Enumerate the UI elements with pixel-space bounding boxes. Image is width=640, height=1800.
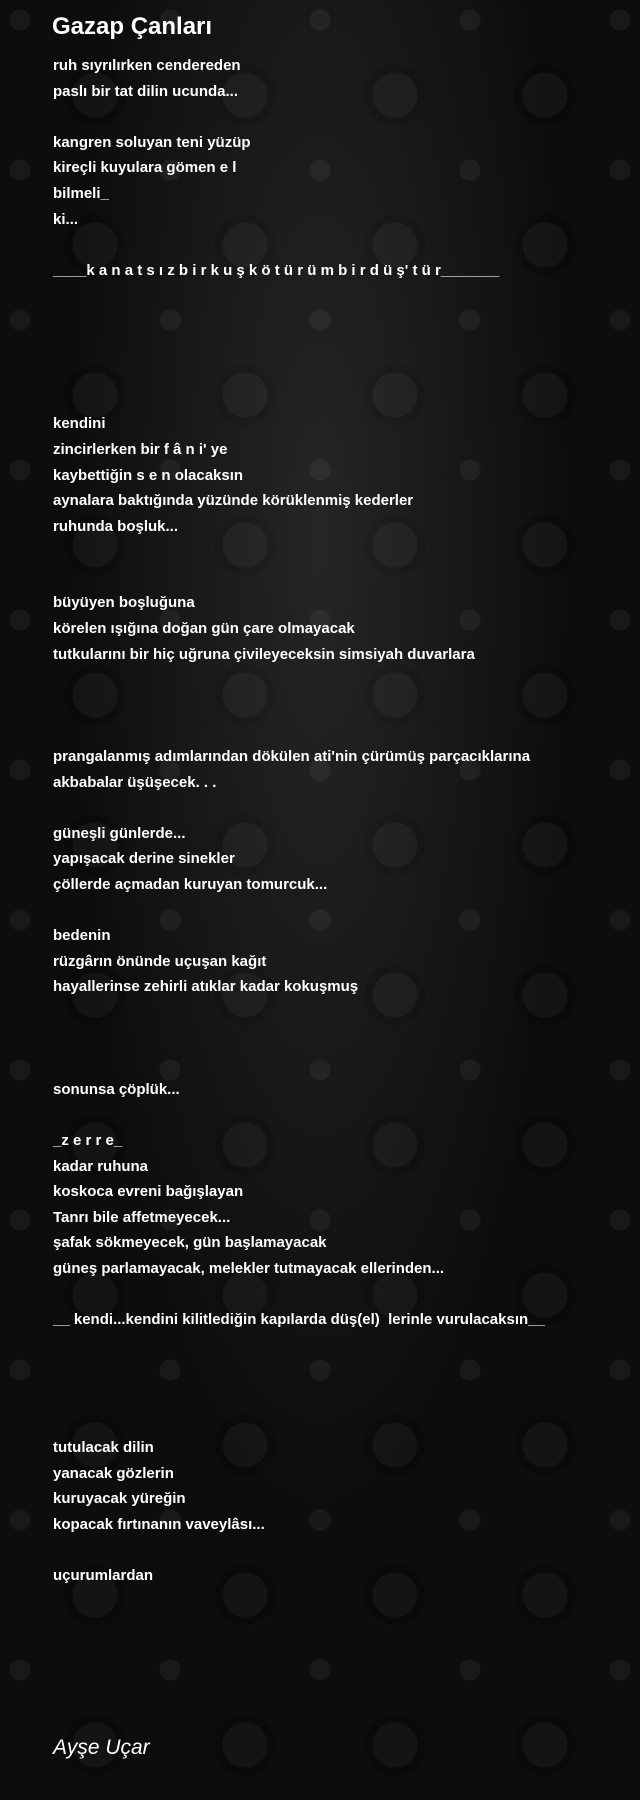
poem-line: bedenin — [53, 927, 111, 945]
poem-line: uçurumlardan — [53, 1567, 154, 1585]
poem-line: Tanrı bile affetmeyecek... — [53, 1208, 231, 1226]
poem-blank-line — [53, 539, 633, 565]
poem-blank-line — [53, 309, 633, 335]
poem-line: güneş parlamayacak, melekler tutmayacak ellerinden... — [53, 1259, 445, 1277]
poem-blank-line — [53, 104, 633, 130]
poem-blank-line — [53, 1000, 633, 1026]
poem-blank-line — [53, 1333, 633, 1359]
poem-blank-line — [53, 898, 633, 924]
poem-blank-line — [53, 565, 633, 591]
poem-line: aynalara baktığında yüzünde körüklenmiş kederler — [53, 492, 414, 510]
poem-line: kuruyacak yüreğin — [53, 1490, 186, 1508]
poem-line: yanacak gözlerin — [53, 1464, 174, 1482]
poem-line: zincirlerken bir f â n i' ye — [53, 440, 228, 458]
poem-blank-line — [53, 1358, 633, 1384]
poem-line: güneşli günlerde... — [53, 824, 186, 842]
poem-line: kangren soluyan teni yüzüp — [53, 133, 251, 151]
poem-blank-line — [53, 232, 633, 258]
poem-line: _z e r r e_ — [53, 1131, 123, 1149]
poem-line: körelen ışığına doğan gün çare olmayacak — [53, 620, 355, 638]
poem-blank-line — [53, 718, 633, 744]
poem-line: ruh sıyrılırken cendereden — [53, 57, 241, 74]
poem-line: rüzgârın önünde uçuşan kağıt — [53, 952, 267, 970]
poem-blank-line — [53, 360, 633, 386]
poem-line: kendini — [53, 415, 106, 433]
poem-line: __ kendi...kendini kilitlediğin kapılarda düş(el) lerinle vurulacaksın__ — [53, 1311, 545, 1329]
poem-line: kireçli kuyulara gömen e l — [53, 159, 237, 177]
poem-line: kadar ruhuna — [53, 1157, 149, 1175]
poem-blank-line — [53, 1102, 633, 1128]
poem-blank-line — [53, 693, 633, 719]
poem-line: tutkularını bir hiç uğruna çivileyeceksin simsiyah duvarlara — [53, 645, 475, 663]
poem-blank-line — [53, 1409, 633, 1435]
poem-line: koskoca evreni bağışlayan — [53, 1183, 244, 1201]
poem-blank-line — [53, 667, 633, 693]
poem-blank-line — [53, 1051, 633, 1077]
poem-line: sonunsa çöplük... — [53, 1080, 180, 1098]
poem-line: yapışacak derine sinekler — [53, 850, 235, 868]
poem-line: ____k a n a t s ı z b i r k u ş k ö t ü r ü m b i r d ü ş' t ü r_______ — [53, 261, 500, 279]
poem-line: şafak sökmeyecek, gün başlamayacak — [53, 1234, 327, 1252]
poem-line: büyüyen boşluğuna — [53, 594, 195, 612]
poem-blank-line — [53, 335, 633, 361]
poem-blank-line — [53, 795, 633, 821]
poem-line: kopacak fırtınanın vaveylâsı... — [53, 1515, 265, 1533]
poem-line: kaybettiğin s e n olacaksın — [53, 466, 244, 484]
poem-blank-line — [53, 1384, 633, 1410]
poem-blank-line — [53, 1537, 633, 1563]
poem-line: akbabalar üşüşecek. . . — [53, 773, 217, 791]
poem-author: Ayşe Uçar — [53, 1736, 150, 1759]
poem-line: ki... — [53, 210, 79, 228]
poem-blank-line — [53, 1282, 633, 1308]
poem-line: hayallerinse zehirli atıklar kadar kokuşmuş — [53, 978, 359, 996]
poem-line: tutulacak dilin — [53, 1439, 154, 1457]
poem-line: bilmeli_ — [53, 184, 109, 202]
poem-body — [53, 53, 633, 1589]
poem-blank-line — [53, 1026, 633, 1052]
poem-blank-line — [53, 386, 633, 412]
poem-line: paslı bir tat dilin ucunda... — [53, 82, 239, 100]
poem-line: prangalanmış adımlarından dökülen ati'nin çürümüş parçacıklarına — [53, 748, 531, 766]
poem-blank-line — [53, 283, 633, 309]
poem-title: Gazap Çanları — [52, 13, 213, 40]
poem-line: ruhunda boşluk... — [53, 517, 179, 535]
poem-line: çöllerde açmadan kuruyan tomurcuk... — [53, 876, 328, 893]
